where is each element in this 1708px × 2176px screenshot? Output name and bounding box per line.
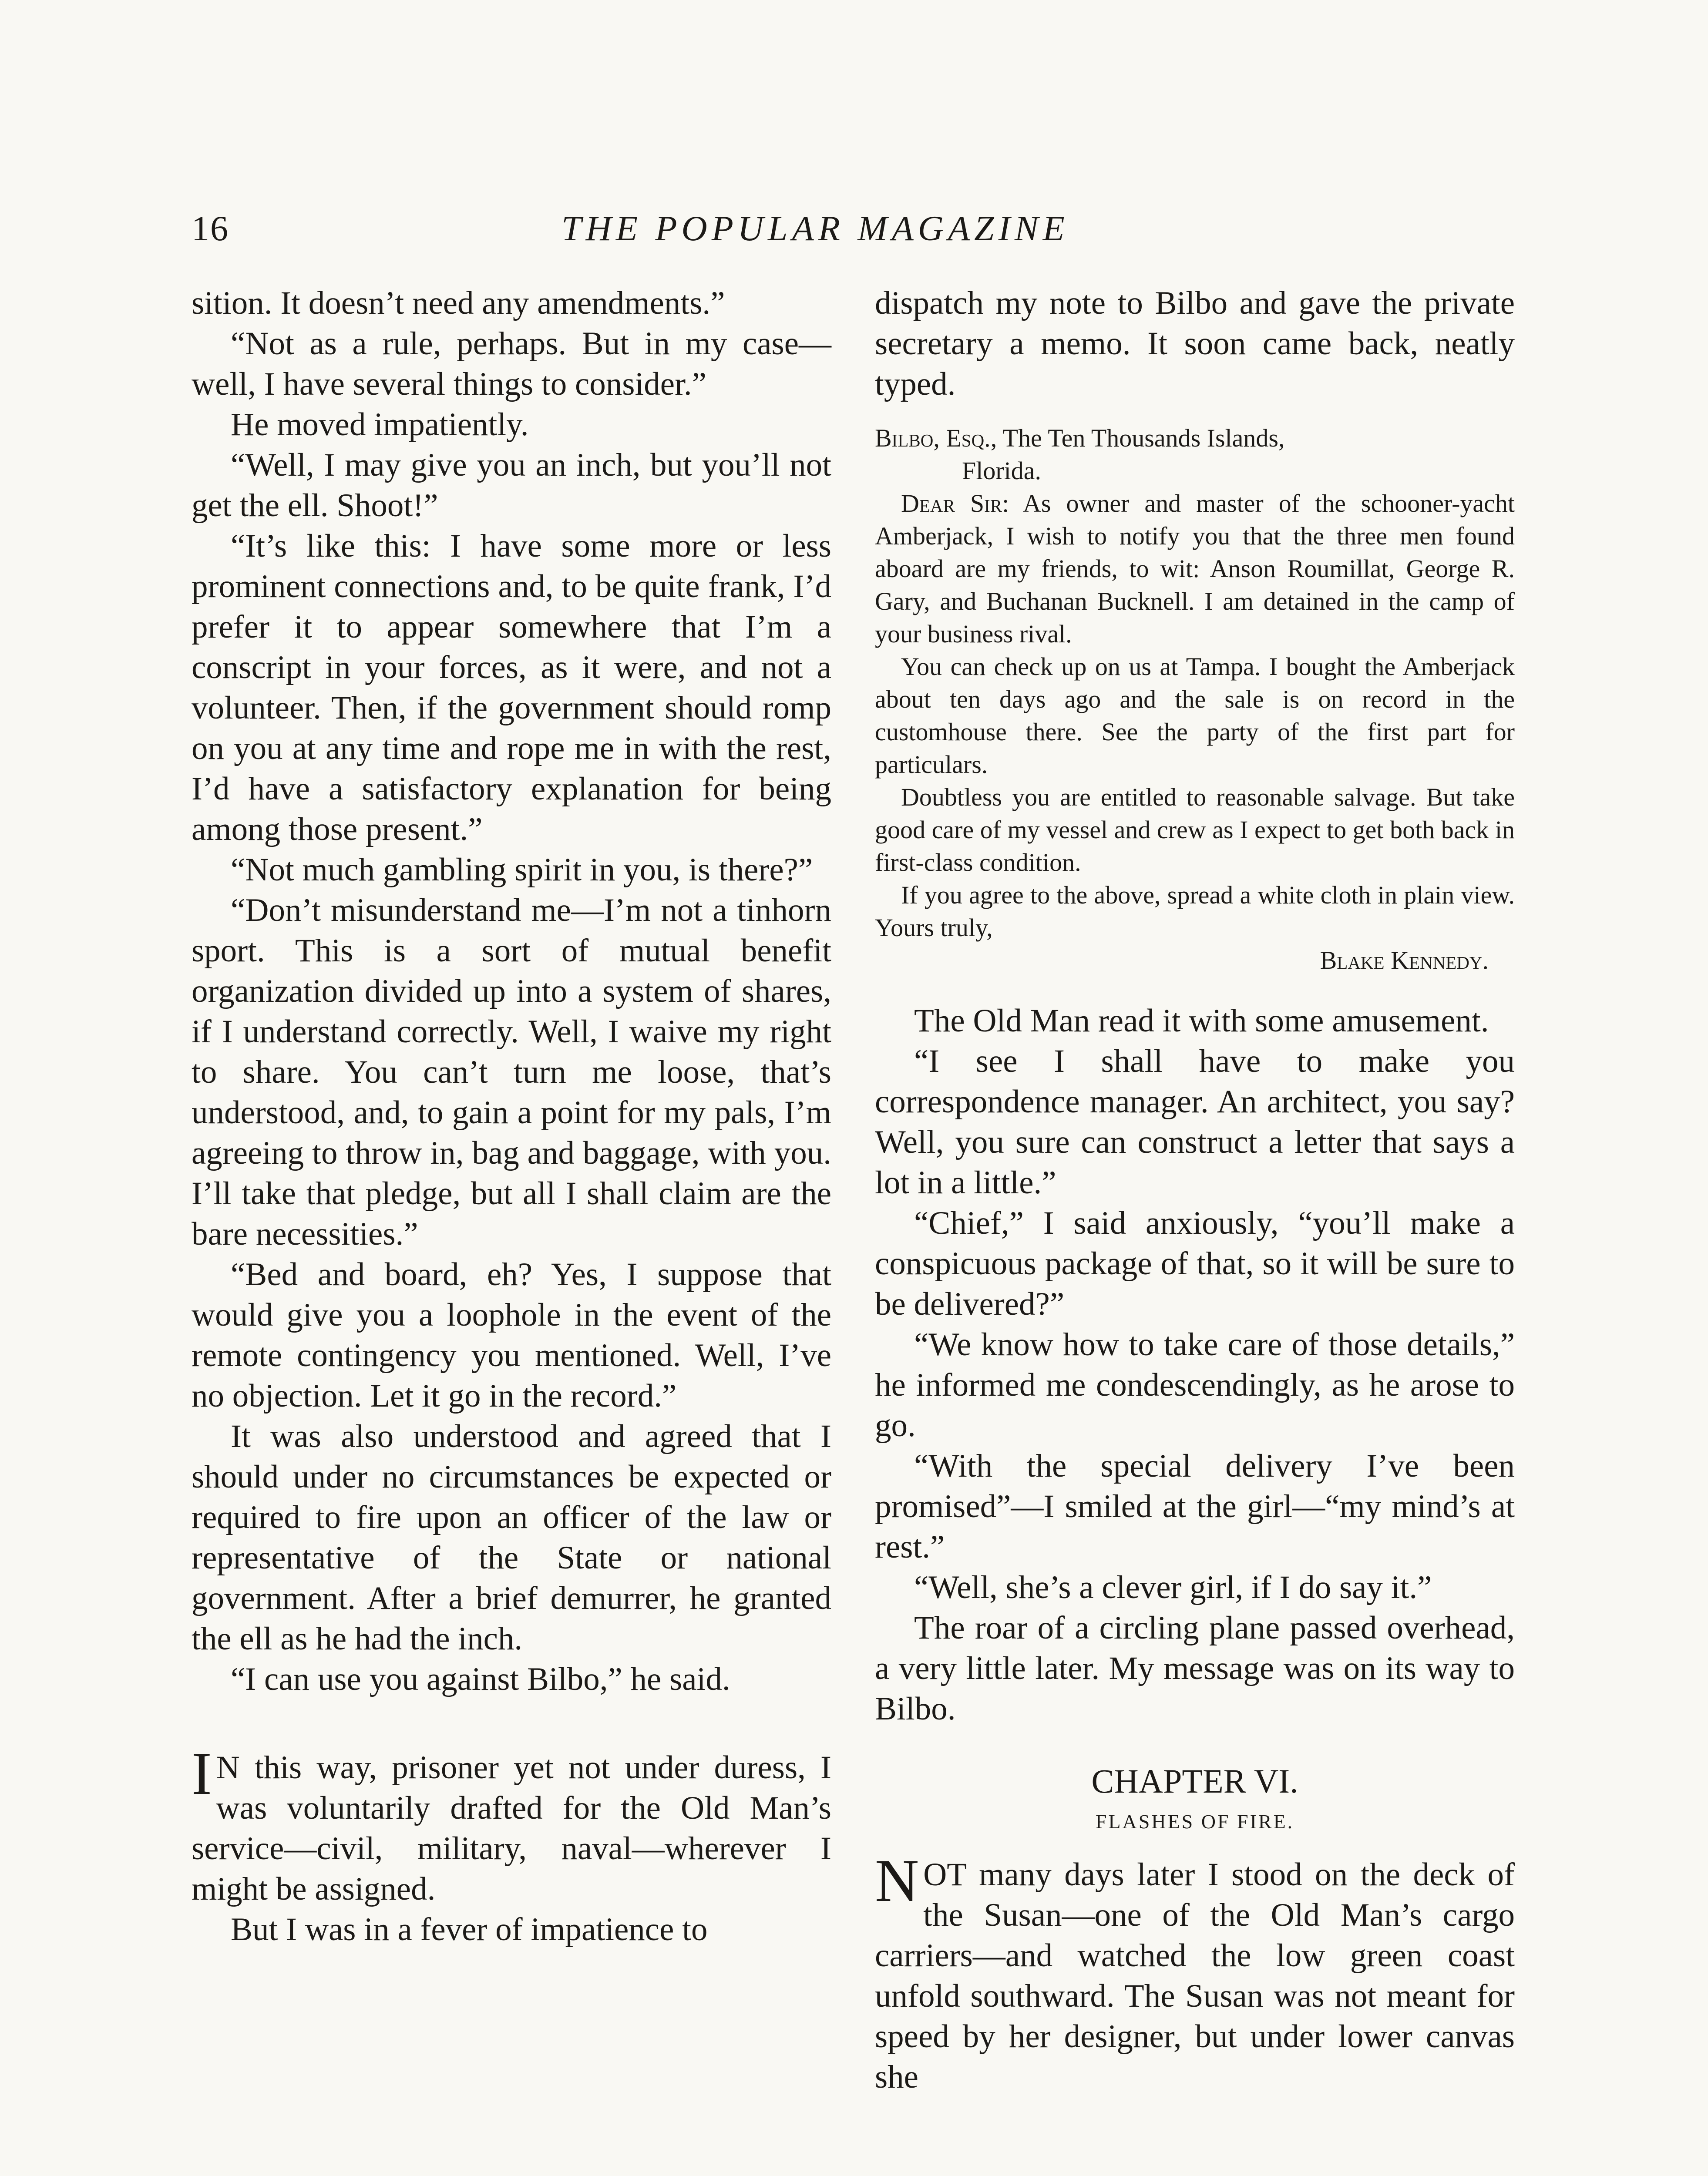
page-number: 16 [192, 208, 229, 248]
drop-cap: N [875, 1847, 919, 1914]
letter-address [875, 422, 1515, 454]
paragraph: “Not as a rule, perhaps. But in my case—well, I have several things to consider.” [192, 326, 831, 402]
letter-block [875, 422, 1515, 977]
drop-cap: I [192, 1740, 212, 1807]
letter-addressee: Bilbo, Esq. [875, 424, 991, 452]
chapter-title: CHAPTER VI. [1091, 1762, 1298, 1800]
paragraph: “It’s like this: I have some more or less prominent connections and, to be quite frank, I’d prefer it to appear somewhere that I’m a conscript in your forces, as it were, and not a volunteer. Then, if the government should romp on you at any time and rope me in with the rest, I’d have a satisfactory explanation for being among those present.” [192, 528, 831, 847]
paragraph: “Not much gambling spirit in you, is there?” [231, 852, 813, 888]
letter-salutation: Dear Sir: [901, 489, 1009, 517]
running-head: THE POPULAR MAGAZINE [561, 208, 1069, 248]
paragraph: “Chief,” I said anxiously, “you’ll make a conspicuous package of that, so it will be sure to be delivered?” [875, 1205, 1515, 1322]
paragraph: The Old Man read it with some amusement. [914, 1003, 1489, 1039]
letter-paragraph: If you agree to the above, spread a white cloth in plain view. Yours truly, [875, 881, 1515, 942]
letter-body-text: As owner and master of the schooner-yacht Amberjack, I wish to notify you that the three men found aboard are my friends, to wit: Anson Roumillat, George R. Gary, and Buchanan Bucknell. I am detained in the camp of your business rival. [875, 489, 1515, 648]
letter-paragraph: Doubtless you are entitled to reasonable salvage. But take good care of my vessel and crew as I expect to get both back in first-class condition. [875, 783, 1515, 876]
paragraph: “With the special delivery I’ve been promised”—I smiled at the girl—“my mind’s at rest.” [875, 1448, 1515, 1565]
right-column [875, 283, 1515, 2097]
paragraph: “Bed and board, eh? Yes, I suppose that would give you a loophole in the event of the remote contingency you mentioned. Well, I’ve no objection. Let it go in the record.” [192, 1256, 831, 1414]
paragraph: “I can use you against Bilbo,” he said. [231, 1661, 730, 1697]
paragraph: But I was in a fever of impatience to [231, 1911, 708, 1948]
left-column [192, 283, 831, 1950]
paragraph: dispatch my note to Bilbo and gave the private secretary a memo. It soon came back, neatly typed. [875, 285, 1515, 402]
chapter-opening-text: OT many days later I stood on the deck of the Susan—one of the Old Man’s cargo carriers—and watched the low green coast unfold southward. The Susan was not meant for speed by her designer, but under lower canvas she [875, 1857, 1515, 2095]
paragraph: It was also understood and agreed that I should under no circumstances be expected or required to fire upon an officer of the law or representative of the State or national government. After a brief demurrer, he granted the ell as he had the inch. [192, 1418, 831, 1657]
paragraph: “Don’t misunderstand me—I’m not a tinhorn sport. This is a sort of mutual benefit organization divided up into a system of shares, if I understand correctly. Well, I waive my right to share. You can’t turn me loose, that’s understood, and, to gain a point for my pals, I’m agreeing to throw in, bag and baggage, with you. I’ll take that pledge, but all I shall claim are the bare necessities.” [192, 892, 831, 1252]
letter-address-state: Florida. [962, 457, 1042, 485]
paragraph: “I see I shall have to make you correspondence manager. An architect, you say? Well, you sure can construct a letter that says a lot in a little.” [875, 1043, 1515, 1201]
paragraph: “We know how to take care of those details,” he informed me condescendingly, as he arose to go. [875, 1326, 1515, 1444]
letter-addressee-place: , The Ten Thousands Islands, [990, 424, 1285, 452]
section-opening-text: N this way, prisoner yet not under duress, I was voluntarily drafted for the Old Man’s service—civil, military, naval—wherever I might be assigned. [192, 1750, 831, 1907]
paragraph: “Well, I may give you an inch, but you’ll not get the ell. Shoot!” [192, 447, 831, 524]
chapter-opening-paragraph [875, 1847, 1515, 2097]
paragraph: sition. It doesn’t need any amendments.” [192, 285, 725, 321]
paragraph: “Well, she’s a clever girl, if I do say it.” [914, 1569, 1432, 1605]
section-opening-paragraph [192, 1740, 831, 1909]
chapter-subtitle: FLASHES OF FIRE. [1095, 1810, 1294, 1833]
letter-paragraph [875, 487, 1515, 650]
letter-signature: Blake Kennedy. [1320, 946, 1489, 974]
paragraph: He moved impatiently. [231, 406, 529, 443]
paragraph: The roar of a circling plane passed overhead, a very little later. My message was on its way to Bilbo. [875, 1610, 1515, 1727]
letter-paragraph: You can check up on us at Tampa. I bought the Amberjack about ten days ago and the sale is on record in the customhouse there. See the party of the first part for particulars. [875, 652, 1515, 779]
